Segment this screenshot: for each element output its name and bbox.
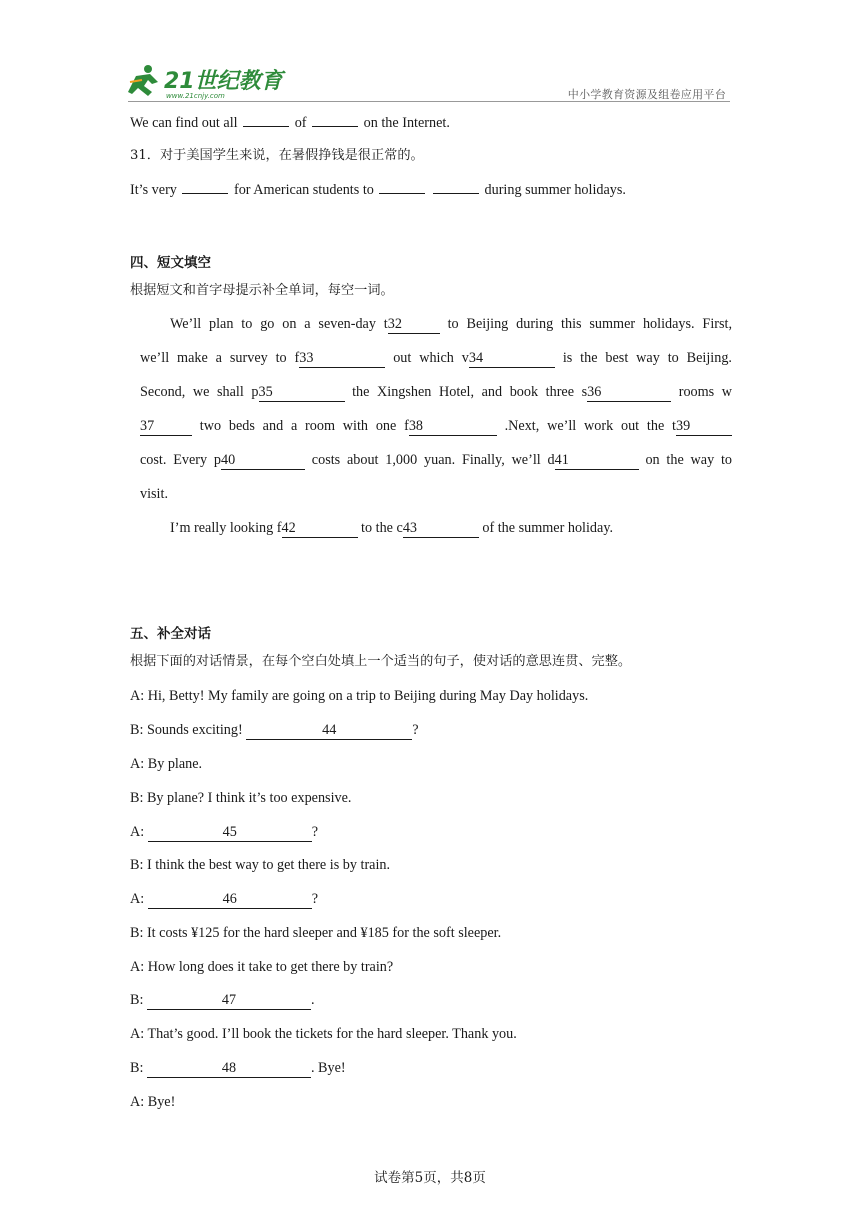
blank-35[interactable]: 35 [259, 384, 345, 402]
dialogue-line-7: A: 46 ? [130, 891, 319, 907]
question-31-english: It’s very for American students to during summer holidays. [130, 179, 626, 200]
passage-line-6: visit. [140, 486, 168, 502]
section-5-title: 五、补全对话 [130, 626, 211, 642]
passage-line-2: we’ll make a survey to f33 out which v34 is the best way to Beijing. [140, 350, 732, 366]
blank-36[interactable]: 36 [587, 384, 671, 402]
blank-42[interactable]: 42 [282, 520, 358, 538]
dialogue-line-10: B: 47 . [130, 992, 315, 1008]
blank-45[interactable]: 45 [148, 824, 312, 842]
section-4-instruction: 根据短文和首字母提示补全单词，每空一词。 [130, 283, 394, 298]
answer-blank[interactable] [433, 179, 479, 194]
logo-text: 21世纪教育 [164, 69, 283, 94]
blank-39[interactable]: 39 [676, 418, 732, 436]
blank-46[interactable]: 46 [148, 891, 312, 909]
blank-38[interactable]: 38 [409, 418, 497, 436]
section-5-instruction: 根据下面的对话情景，在每个空白处填上一个适当的句子，使对话的意思连贯、完整。 [130, 654, 632, 669]
answer-blank[interactable] [243, 112, 289, 127]
dialogue-line-5: A: 45 ? [130, 824, 319, 840]
dialogue-line-2: B: Sounds exciting! 44 ? [130, 722, 419, 738]
blank-33[interactable]: 33 [299, 350, 385, 368]
dialogue-line-8: B: It costs ¥125 for the hard sleeper and ¥185 for the soft sleeper. [130, 925, 502, 941]
dialogue-line-9: A: How long does it take to get there by train? [130, 959, 394, 975]
dialogue-line-6: B: I think the best way to get there is by train. [130, 857, 391, 873]
blank-44[interactable]: 44 [246, 722, 412, 740]
passage-line-7: I’m really looking f42 to the c43 of the summer holiday. [170, 520, 614, 536]
blank-47[interactable]: 47 [147, 992, 311, 1010]
page-number: 试卷第5页，共8页 [374, 1170, 486, 1186]
section-4-title: 四、短文填空 [130, 255, 211, 271]
blank-32[interactable]: 32 [388, 316, 440, 334]
dialogue-line-1: A: Hi, Betty! My family are going on a trip to Beijing during May Day holidays. [130, 688, 589, 704]
blank-48[interactable]: 48 [147, 1060, 311, 1078]
blank-40[interactable]: 40 [221, 452, 305, 470]
passage-line-3: Second, we shall p35 the Xingshen Hotel, and book three s36 rooms w [140, 384, 733, 400]
answer-blank[interactable] [312, 112, 358, 127]
logo-url: www.21cnjy.com [166, 92, 225, 100]
platform-name: 中小学教育资源及组卷应用平台 [567, 88, 726, 101]
passage-line-5: cost. Every p40 costs about 1,000 yuan. Finally, we’ll d41 on the way to [140, 452, 733, 468]
blank-41[interactable]: 41 [555, 452, 639, 470]
header-divider [128, 101, 730, 102]
answer-blank[interactable] [379, 179, 425, 194]
passage-line-4: 37 two beds and a room with one f38 .Next, we’ll work out the t39 [140, 416, 732, 436]
dialogue-line-13: A: Bye! [130, 1094, 176, 1110]
blank-34[interactable]: 34 [469, 350, 555, 368]
question-31-chinese: 31．对于美国学生来说，在暑假挣钱是很正常的。 [130, 148, 424, 163]
dialogue-line-3: A: By plane. [130, 756, 203, 772]
blank-37[interactable]: 37 [140, 418, 192, 436]
sentence-find-out: We can find out all of on the Internet. [130, 112, 450, 133]
page-header [128, 62, 730, 104]
logo-21cnjy [128, 62, 298, 102]
blank-43[interactable]: 43 [403, 520, 479, 538]
dialogue-line-4: B: By plane? I think it’s too expensive. [130, 790, 352, 806]
answer-blank[interactable] [182, 179, 228, 194]
passage-line-1: We’ll plan to go on a seven-day t32 to Beijing during this summer holidays. First, [170, 316, 732, 332]
dialogue-line-11: A: That’s good. I’ll book the tickets for the hard sleeper. Thank you. [130, 1026, 517, 1042]
dialogue-line-12: B: 48 . Bye! [130, 1060, 346, 1076]
